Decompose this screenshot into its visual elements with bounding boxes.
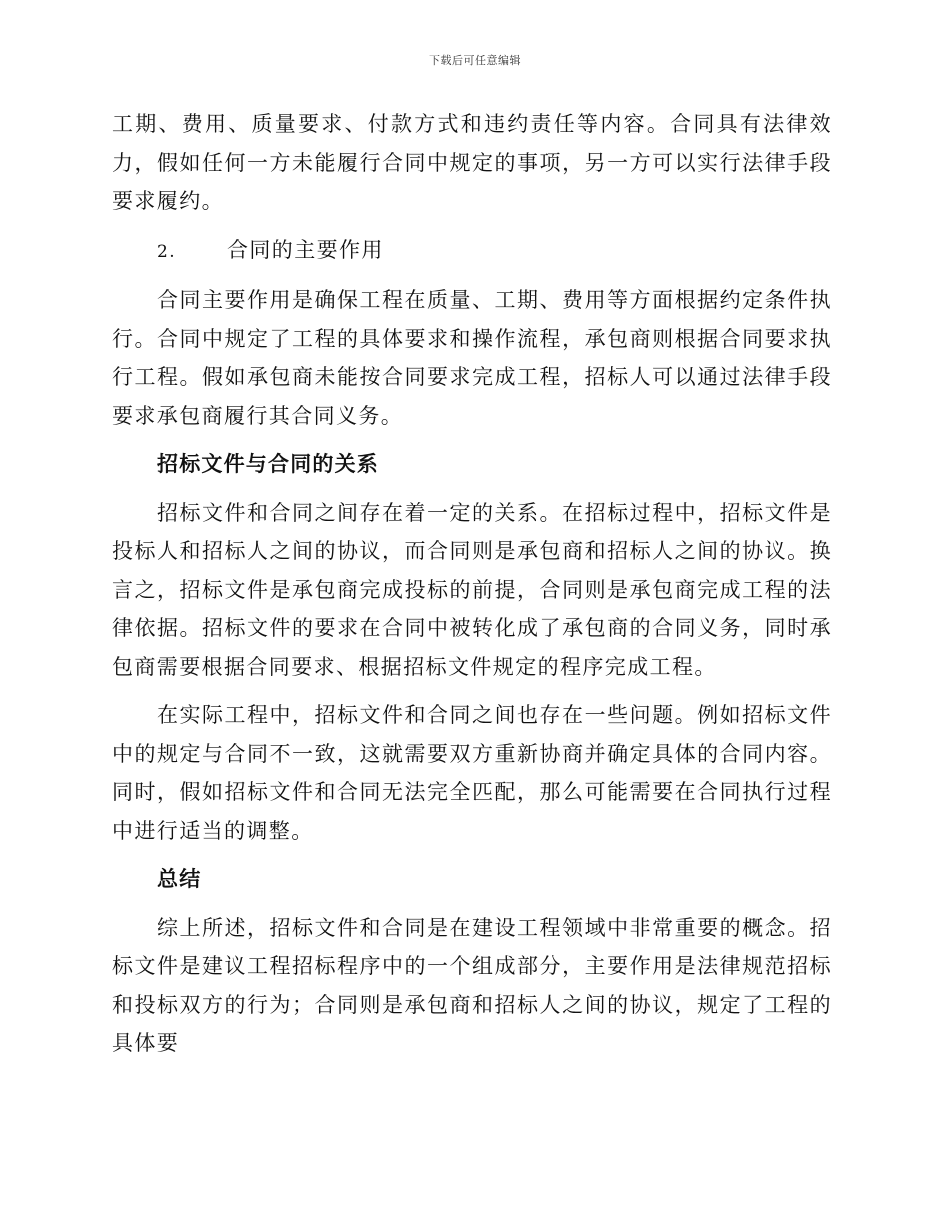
document-body [112, 105, 832, 1073]
paragraph-contract-terms: 工期、费用、质量要求、付款方式和违约责任等内容。合同具有法律效力，假如任何一方未能履行合同中规定的事项，另一方可以实行法律手段要求履约。 [112, 112, 832, 213]
item-title: 合同的主要作用 [227, 237, 384, 262]
item-number: 2. [157, 241, 177, 262]
page-header: 下载后可任意编辑 [429, 54, 521, 67]
section-heading-summary: 总结 [157, 867, 202, 891]
paragraph-contract-role: 合同主要作用是确保工程在质量、工期、费用等方面根据约定条件执行。合同中规定了工程的具体要求和操作流程，承包商则根据合同要求执行工程。假如承包商未能按合同要求完成工程，招标人可以通过法律手段要求承包商履行其合同义务。 [112, 288, 832, 428]
paragraph-practical-issues: 在实际工程中，招标文件和合同之间也存在一些问题。例如招标文件中的规定与合同不一致，这就需要双方重新协商并确定具体的合同内容。同时，假如招标文件和合同无法完全匹配，那么可能需要在合同执行过程中进行适当的调整。 [112, 703, 832, 843]
paragraph-summary: 综上所述，招标文件和合同是在建设工程领域中非常重要的概念。招标文件是建议工程招标程序中的一个组成部分，主要作用是法律规范招标和投标双方的行为；合同则是承包商和招标人之间的协议，规定了工程的具体要 [112, 915, 832, 1055]
numbered-item-contract-role [112, 231, 832, 272]
section-heading-relationship: 招标文件与合同的关系 [157, 452, 379, 476]
paragraph-relationship: 招标文件和合同之间存在着一定的关系。在招标过程中，招标文件是投标人和招标人之间的协议，而合同则是承包商和招标人之间的协议。换言之，招标文件是承包商完成投标的前提，合同则是承包商完成工程的法律依据。招标文件的要求在合同中被转化成了承包商的合同义务，同时承包商需要根据合同要求、根据招标文件规定的程序完成工程。 [112, 500, 832, 679]
